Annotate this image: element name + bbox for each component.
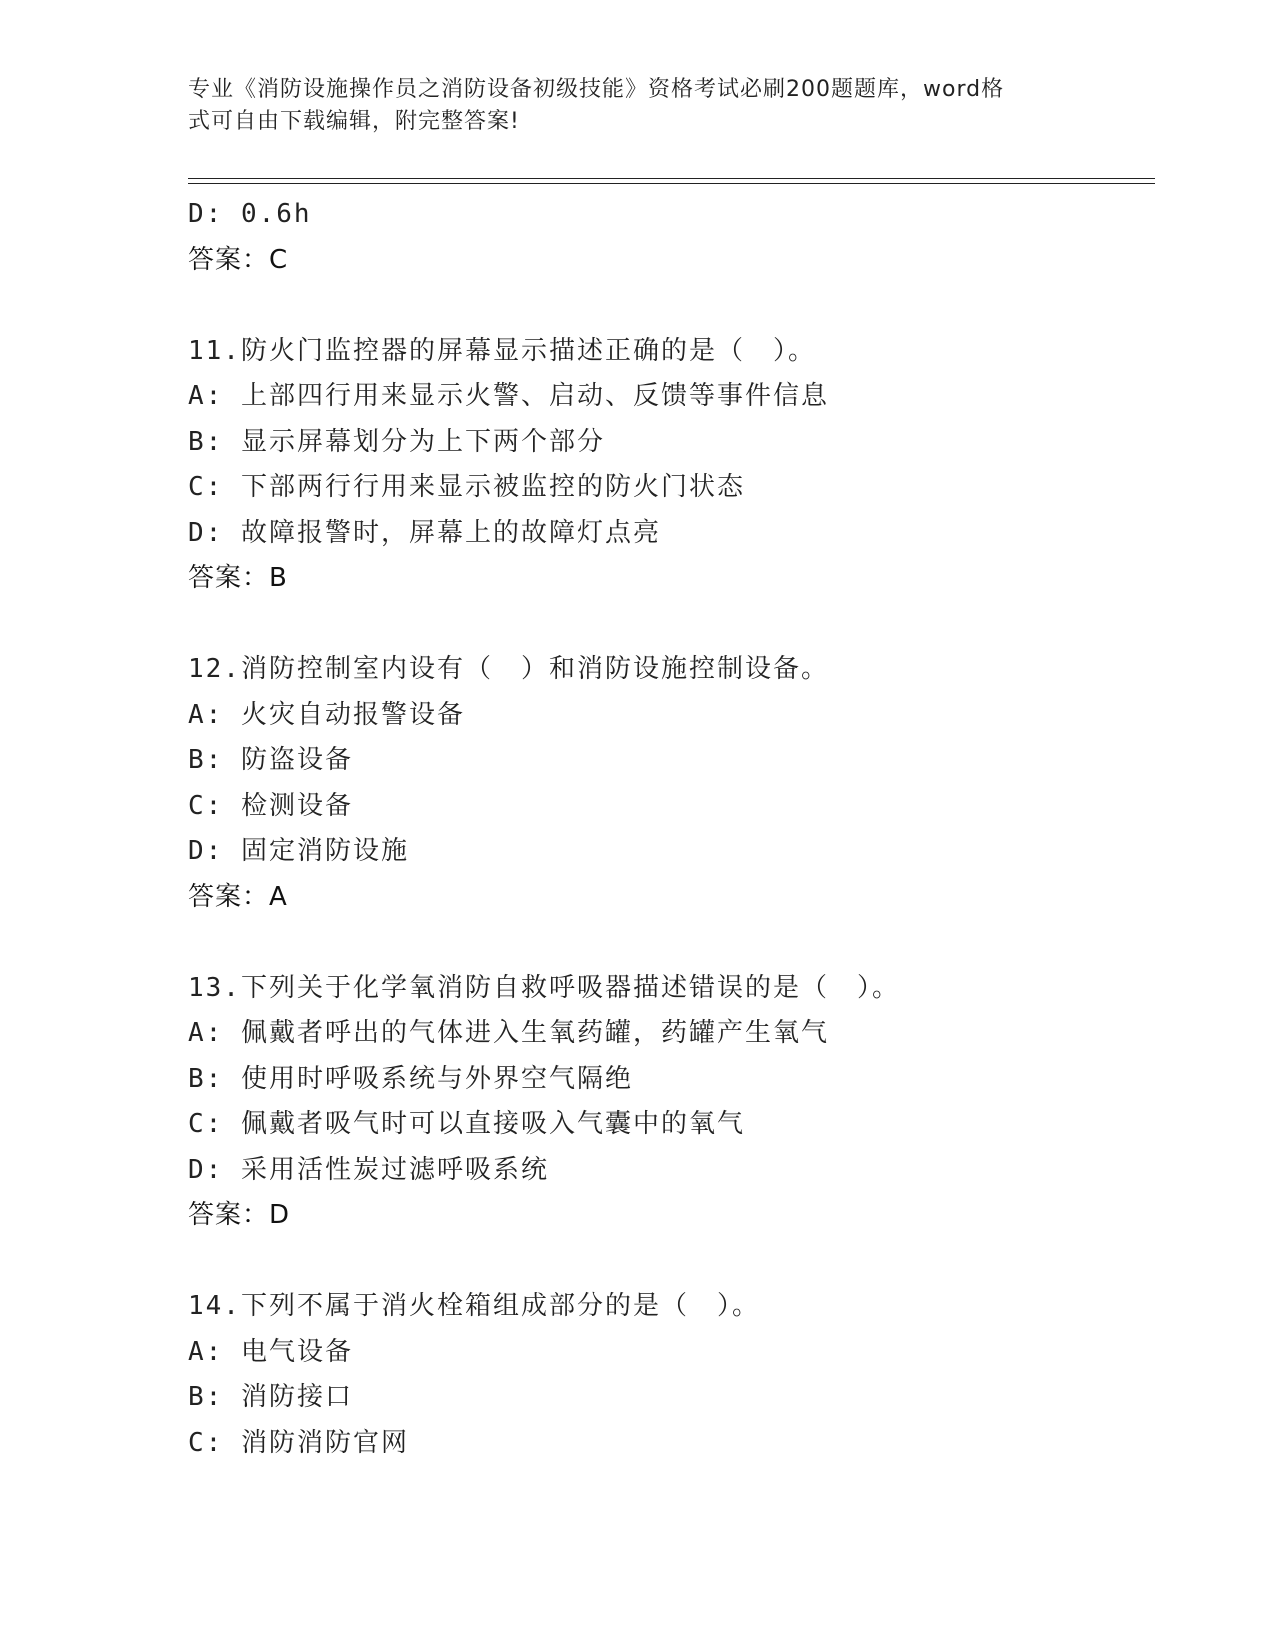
question-stem: 14.下列不属于消火栓箱组成部分的是（ ）。 — [188, 1291, 760, 1321]
document-header — [188, 74, 1088, 138]
spacer — [188, 283, 1168, 329]
option-a: A: 上部四行用来显示火警、启动、反馈等事件信息 — [188, 381, 829, 411]
header-line-1: 专业《消防设施操作员之消防设备初级技能》资格考试必刷200题题库，word格 — [188, 77, 1005, 102]
option-c: C: 下部两行行用来显示被监控的防火门状态 — [188, 472, 745, 502]
option-b: B: 显示屏幕划分为上下两个部分 — [188, 426, 605, 457]
option-c: C: 消防消防官网 — [188, 1427, 409, 1458]
question-13 — [188, 966, 1168, 1239]
question-11 — [188, 329, 1168, 602]
option-c: C: 检测设备 — [188, 790, 353, 821]
answer: 答案：D — [188, 1200, 291, 1230]
answer: 答案：A — [188, 881, 288, 912]
answer: 答案：C — [188, 244, 289, 275]
option-a: A: 电气设备 — [188, 1336, 353, 1367]
header-divider-top — [188, 178, 1155, 179]
question-list — [188, 192, 1168, 1466]
question-12 — [188, 647, 1168, 920]
option-b: B: 消防接口 — [188, 1382, 353, 1412]
option-d: D: 固定消防设施 — [188, 836, 409, 866]
question-stem: 11.防火门监控器的屏幕显示描述正确的是（ ）。 — [188, 335, 816, 366]
option-b: B: 防盗设备 — [188, 745, 353, 775]
spacer — [188, 602, 1168, 648]
question-stem: 13.下列关于化学氧消防自救呼吸器描述错误的是（ ）。 — [188, 972, 900, 1003]
option-b: B: 使用时呼吸系统与外界空气隔绝 — [188, 1063, 633, 1094]
spacer — [188, 1239, 1168, 1285]
answer: 答案：B — [188, 563, 288, 593]
header-divider-bottom — [188, 183, 1155, 184]
option-d: D: 采用活性炭过滤呼吸系统 — [188, 1154, 549, 1185]
option-d: D: 0.6h — [188, 199, 312, 229]
option-d: D: 故障报警时，屏幕上的故障灯点亮 — [188, 517, 661, 548]
question-stem: 12.消防控制室内设有（ ）和消防设施控制设备。 — [188, 654, 829, 684]
option-a: A: 佩戴者呼出的气体进入生氧药罐，药罐产生氧气 — [188, 1018, 829, 1048]
header-line-2: 式可自由下载编辑，附完整答案! — [188, 109, 520, 134]
question-14 — [188, 1284, 1168, 1466]
option-a: A: 火灾自动报警设备 — [188, 699, 465, 730]
option-c: C: 佩戴者吸气时可以直接吸入气囊中的氧气 — [188, 1109, 745, 1139]
spacer — [188, 920, 1168, 966]
